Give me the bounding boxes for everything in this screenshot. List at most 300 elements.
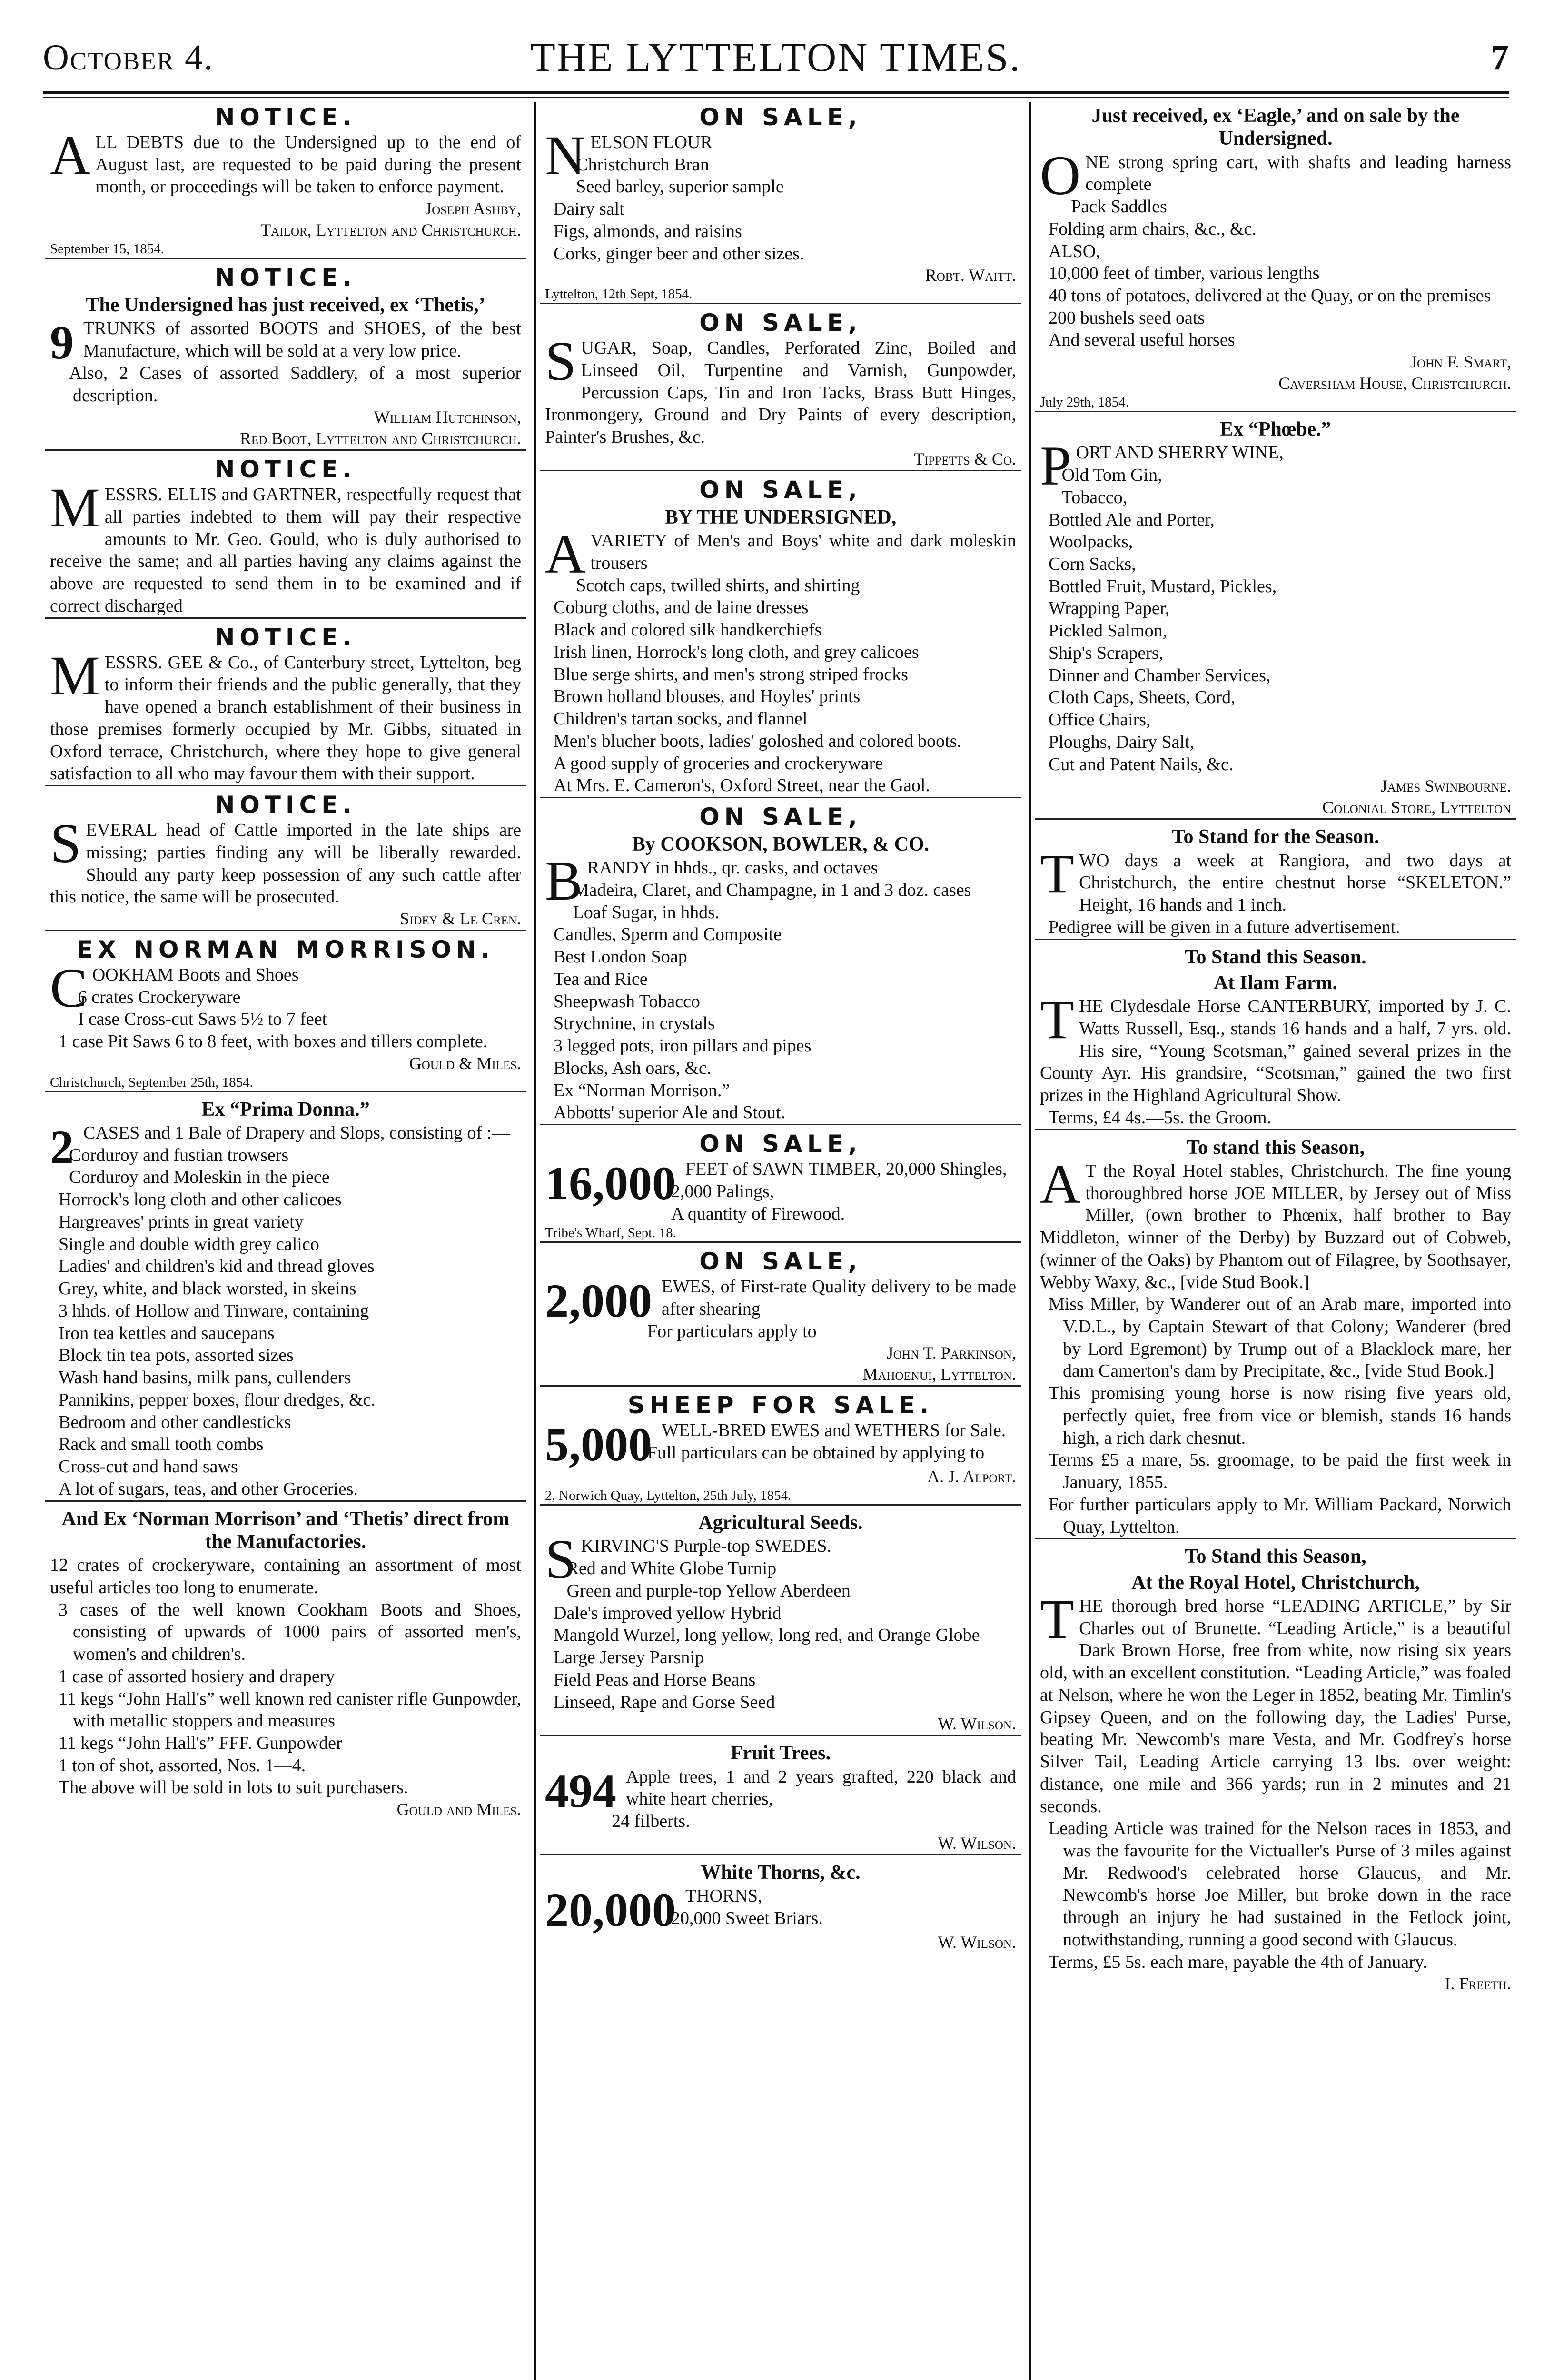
ad-text-line (545, 1274, 1016, 1328)
ad-text-line (50, 986, 521, 1009)
ad-text: Folding arm chairs, &c., &c. (1049, 218, 1257, 239)
ad-text: Terms, £5 5s. each mare, payable the 4th of January. (1049, 1952, 1427, 1972)
ad-text-line (545, 1602, 1016, 1625)
ad-text-line (545, 730, 1016, 753)
ad-text: Dairy salt (554, 199, 624, 219)
ad-heading: ON SALE, (699, 103, 862, 131)
ad-text: 1 case of assorted hosiery and drapery (59, 1666, 335, 1686)
ad-text: And several useful horses (1049, 330, 1235, 350)
ad-text: WO days a week at Rangiora, and two days at Christchurch, the entire chestnut horse “SKELETON.” Height, 16 hands and 1 inch. (1079, 850, 1511, 915)
ad-text-line (50, 1166, 521, 1189)
ad-text: UGAR, Soap, Candles, Perforated Zinc, Boiled and Linseed Oil, Turpentine and Varnish, Gunpowder, Percussion Caps, Tin and Iron Tacks, Brass Butt Hinges, Ironmongery, Ground and Dry Paints of every description, Painter's Brushes, &c. (545, 338, 1016, 447)
ad-heading: NOTICE. (215, 791, 356, 819)
ad-text-line (50, 476, 521, 617)
ad-text-line (545, 1646, 1016, 1669)
ad-subheading: At Ilam Farm. (1213, 972, 1338, 994)
ad-heading: To Stand for the Season. (1172, 826, 1379, 848)
ad-text: Pannikins, pepper boxes, flour dredges, &c. (59, 1389, 376, 1410)
ad-text-line (50, 1008, 521, 1031)
ad-text: Abbotts' superior Ale and Stout. (554, 1102, 786, 1123)
ad-text-line (1040, 307, 1511, 329)
ad-text-line (1040, 575, 1511, 598)
ad-text: 1 ton of shot, assorted, Nos. 1—4. (59, 1755, 306, 1775)
ad-text: ESSRS. GEE & Co., of Canterbury street, Lyttelton, beg to inform their friends and the public generally, that they have opened a branch establishment of their business in those premises formerly occupied by Mr. Gibbs, situated in Oxford terrace, Christchurch, where they hope to give general satisfaction to all who may favour them with their support. (50, 652, 521, 784)
advertisement (1035, 944, 1516, 1130)
advertisement (45, 1506, 526, 1821)
ad-text-line (1040, 1587, 1511, 1817)
ad-text-line (50, 1344, 521, 1367)
ad-heading: White Thorns, &c. (701, 1861, 861, 1884)
advertisement (540, 1129, 1021, 1243)
advertisement (540, 1509, 1021, 1736)
ad-text: Cross-cut and hand saws (59, 1457, 238, 1477)
ad-text-line (545, 879, 1016, 902)
ad-text: HE Clydesdale Horse CANTERBURY, imported by J. C. Watts Russell, Esq., stands 16 hands and a half, 7 yrs. old. His sire, “Young Scotsman,” gained several prizes in the County Ayr. His grandsire, “Scotsman,” gained the two first prizes in the Highland Agricultural Show. (1040, 996, 1511, 1106)
ad-text: Hargreaves' prints in great variety (59, 1211, 304, 1232)
ad-text: ORT AND SHERRY WINE, (1076, 443, 1284, 463)
ad-text-line (545, 619, 1016, 641)
drop-capital: B (545, 850, 583, 912)
ad-text: Sheepwash Tobacco (554, 991, 700, 1012)
ad-text-line (545, 330, 1016, 448)
ad-heading: ON SALE, (699, 476, 862, 504)
ad-text: Blue serge shirts, and men's strong striped frocks (554, 664, 908, 684)
ad-heading: Agricultural Seeds. (698, 1512, 863, 1534)
ad-text: Pack Saddles (1071, 197, 1167, 217)
ad-text: 40 tons of potatoes, delivered at the Quay, or on the premises (1049, 286, 1491, 306)
advertisement (540, 1390, 1021, 1506)
advertisement (45, 102, 526, 259)
advertiser-signature: Tippetts & Co. (914, 449, 1016, 468)
ad-text-line (545, 1764, 1016, 1817)
advertiser-signature: W. Wilson. (938, 1714, 1016, 1734)
ad-text-line (1040, 754, 1511, 776)
drop-capital: S (545, 1528, 576, 1591)
ad-text-line (545, 1012, 1016, 1035)
ad-text-line (50, 1456, 521, 1478)
advertiser-signature: Joseph Ashby, (425, 199, 521, 218)
ad-dateline: September 15, 1854. (50, 241, 165, 257)
ad-heading: To stand this Season, (1186, 1136, 1365, 1159)
ad-text-line (1040, 642, 1511, 664)
ad-text: 24 filberts. (612, 1811, 690, 1832)
ad-text-line (545, 1691, 1016, 1714)
advertiser-signature: Robt. Waitt. (925, 266, 1016, 285)
ad-text: Old Tom Gin, (1061, 465, 1162, 486)
ad-text-line (50, 1300, 521, 1322)
drop-capital: A (545, 523, 586, 585)
ad-text-line (1040, 464, 1511, 486)
ad-text: 1 case Pit Saws 6 to 8 feet, with boxes and tillers complete. (59, 1031, 488, 1052)
drop-capital: T (1040, 842, 1075, 905)
ad-heading: NOTICE. (215, 103, 356, 131)
ad-text: Candles, Sperm and Composite (554, 924, 782, 945)
ad-heading: SHEEP FOR SALE. (627, 1391, 934, 1419)
ad-text: Cloth Caps, Sheets, Cord, (1049, 687, 1236, 708)
ad-text-line (1040, 262, 1511, 285)
ad-text-line (1040, 1817, 1511, 1951)
ad-text: EVERAL head of Cattle imported in the late ships are missing; parties finding any will be liberally rewarded. Should any party keep possession of any such cattle after this notice, the same will be prosecuted. (50, 820, 521, 907)
ad-text-line (50, 1732, 521, 1755)
drop-capital: A (1040, 1152, 1081, 1215)
ad-text: Loaf Sugar, in hhds. (573, 902, 720, 922)
column-2 (540, 102, 1021, 1957)
ad-text: Blocks, Ash oars, &c. (554, 1058, 712, 1078)
ad-text-line (1040, 329, 1511, 351)
large-figure: 9 (50, 316, 74, 369)
large-figure: 5,000 (545, 1418, 652, 1471)
ad-text-line (50, 1367, 521, 1389)
ad-text: Dale's improved yellow Hybrid (554, 1603, 782, 1623)
ad-text-line (1040, 664, 1511, 687)
ad-text: I case Cross-cut Saws 5½ to 7 feet (78, 1009, 327, 1030)
ad-text: Madeira, Claret, and Champagne, in 1 and 3 doz. cases (573, 880, 971, 901)
ad-heading: Ex “Phœbe.” (1220, 418, 1331, 440)
column-divider (534, 102, 536, 2380)
ad-text: Corduroy and Moleskin in the piece (69, 1167, 330, 1188)
ad-text: FEET of SAWN TIMBER, 20,000 Shingles, (685, 1159, 1007, 1180)
ad-text-line (50, 1755, 521, 1777)
ad-text-line (1040, 1382, 1511, 1449)
issue-date: October 4. (43, 38, 214, 78)
ad-text-line (50, 1189, 521, 1211)
ad-text: VARIETY of Men's and Boys' white and dark moleskin trousers (590, 531, 1016, 573)
ad-text: This promising young horse is now rising five years old, perfectly quiet, free from vice or blemish, stands 16 hands high, a rich dark chesnut. (1049, 1383, 1511, 1448)
ad-text-line (1040, 196, 1511, 218)
ad-text: Leading Article was trained for the Nelson races in 1853, and was the favourite for the Victualler's Purse of 3 miles against Mr. Redwood's celebrated horse Glaucus, and Mr. Newcomb's horse Joe Miller, but broke down in the race through an injury he had sustained in the Fetlock joint, notwithstanding, running a good second with Glaucus. (1049, 1818, 1511, 1950)
large-figure: 20,000 (545, 1884, 676, 1937)
drop-capital: A (50, 124, 91, 187)
ad-text-line (1040, 531, 1511, 553)
ad-text-line (545, 968, 1016, 991)
ad-text-line (545, 220, 1016, 243)
ad-text-line (545, 991, 1016, 1013)
ad-text: ALSO, (1049, 241, 1100, 261)
ad-text-line (545, 1624, 1016, 1646)
ad-text: Corn Sacks, (1049, 554, 1136, 574)
ad-text-line (545, 1557, 1016, 1580)
ad-text-line (545, 664, 1016, 686)
advertiser-signature: Gould & Miles. (409, 1053, 521, 1073)
ad-text-line (50, 1233, 521, 1256)
ad-text: Single and double width grey calico (59, 1234, 319, 1254)
ad-text: A quantity of Firewood. (671, 1203, 845, 1224)
ad-text: Green and purple-top Yellow Aberdeen (566, 1580, 851, 1601)
ad-text-line (545, 753, 1016, 775)
ad-heading: NOTICE. (215, 456, 356, 484)
ad-heading: EX NORMAN MORRISON. (77, 935, 495, 963)
column-3 (1035, 102, 1516, 1998)
ad-text-line (545, 1057, 1016, 1080)
ad-dateline: 2, Norwich Quay, Lyttelton, 25th July, 1854. (545, 1488, 792, 1504)
ad-text-line (545, 596, 1016, 619)
ad-text: 12 crates of crockeryware, containing an assortment of most useful articles too long to enumerate. (50, 1555, 521, 1597)
ad-heading: To Stand this Season. (1185, 946, 1366, 968)
ad-text: LL DEBTS due to the Undersigned up to the end of August last, are requested to be paid during the present month, or proceedings will be taken to enforce payment. (95, 132, 521, 197)
ad-text: Men's blucher boots, ladies' goloshed and colored boots. (554, 731, 961, 751)
ad-text: Christchurch Bran (576, 154, 709, 175)
ad-heading: NOTICE. (215, 623, 356, 651)
ad-text: CASES and 1 Bale of Drapery and Slops, consisting of :— (83, 1123, 510, 1143)
advertiser-signature: Gould and Miles. (396, 1800, 521, 1819)
advertiser-signature: W. Wilson. (938, 1933, 1016, 1952)
ad-text-line (50, 1666, 521, 1688)
ad-heading: ON SALE, (699, 803, 862, 831)
ad-text-line (50, 1255, 521, 1278)
advertiser-signature: John F. Smart, (1410, 352, 1511, 372)
ad-text-line (545, 198, 1016, 220)
ad-text-line (50, 1776, 521, 1799)
ad-text-line (1040, 1449, 1511, 1493)
ad-text-line (1040, 1293, 1511, 1382)
advertisement (1035, 1134, 1516, 1540)
ad-text-line (545, 1580, 1016, 1602)
advertiser-signature: I. Freeth. (1445, 1974, 1511, 1993)
advertisement (540, 1859, 1021, 1953)
ad-text-line (1040, 620, 1511, 642)
advertiser-signature: Colonial Store, Lyttelton (1322, 798, 1511, 817)
ad-text: Bottled Fruit, Mustard, Pickles, (1049, 576, 1277, 596)
ad-heading: Fruit Trees. (731, 1742, 831, 1765)
advertisement (45, 935, 526, 1092)
ad-text: EWES, of First-rate Quality delivery to be made after shearing (662, 1277, 1016, 1319)
ad-text: 3 cases of the well known Cookham Boots and Shoes, consisting of upwards of 1000 pairs of assorted men's, women's and children's. (59, 1599, 521, 1665)
ad-text-line (545, 902, 1016, 924)
ad-text: WELL-BRED EWES and WETHERS for Sale. (662, 1420, 1006, 1441)
ad-text: OOKHAM Boots and Shoes (92, 964, 299, 985)
advertiser-signature: John T. Parkinson, (886, 1343, 1016, 1363)
ad-text: Scotch caps, twilled shirts, and shirting (576, 575, 860, 595)
ad-text-line (1040, 731, 1511, 754)
ad-text-line (545, 641, 1016, 664)
large-figure: 494 (545, 1764, 616, 1817)
masthead (43, 29, 1509, 86)
advertiser-signature: James Swinbourne. (1380, 776, 1511, 796)
ad-text: Linseed, Rape and Gorse Seed (554, 1692, 775, 1712)
large-figure: 2,000 (545, 1274, 652, 1328)
ad-heading: And Ex ‘Norman Morrison’ and ‘Thetis’ direct from the Manufactories. (61, 1507, 510, 1553)
ad-text: Figs, almonds, and raisins (554, 221, 742, 241)
drop-capital: N (545, 124, 586, 187)
ad-text: HE thorough bred horse “LEADING ARTICLE,” by Sir Charles out of Brunette. “Leading Article,” is a beautiful Dark Brown Horse, free from white, now rising six years old, with an excellent constitution. “Leading Article,” was foaled at Nelson, where he won the Leger in 1852, beating Mr. Timlin's Gipsey Queen, and on the following day, the Ladies' Purse, beating Mr. Newcomb's mare Vesta, and Mr. Godfrey's horse Silver Tail, Leading Article carrying 13 lbs. over weight: distance, one mile and 366 yards; run in 2 minutes and 21 seconds. (1040, 1596, 1511, 1816)
ad-text-line (1040, 1107, 1511, 1129)
ad-heading: ON SALE, (699, 309, 862, 337)
ad-text-line (50, 1211, 521, 1233)
ad-text: TRUNKS of assorted BOOTS and SHOES, of the best Manufacture, which will be sold at a very low price. (83, 318, 521, 361)
ad-text: Horrock's long cloth and other calicoes (59, 1190, 342, 1210)
ad-text: Terms, £4 4s.—5s. the Groom. (1049, 1107, 1272, 1128)
drop-capital: P (1040, 435, 1071, 497)
ad-text: Also, 2 Cases of assorted Saddlery, of a most superior description. (69, 363, 521, 406)
advertisement (540, 802, 1021, 1125)
page-number: 7 (1491, 38, 1509, 78)
ad-text-line (1040, 1152, 1511, 1293)
ad-heading: Just received, ex ‘Eagle,’ and on sale by the Undersigned. (1091, 105, 1460, 150)
ad-text: For particulars apply to (647, 1321, 817, 1341)
advertiser-signature: W. Wilson. (938, 1833, 1016, 1853)
ad-text: Dinner and Chamber Services, (1049, 665, 1271, 685)
ad-text: THORNS, (685, 1886, 762, 1906)
ad-text-line (50, 644, 521, 785)
ad-text-line (1040, 709, 1511, 731)
ad-text-line (50, 1554, 521, 1598)
ad-text: 200 bushels seed oats (1049, 307, 1205, 328)
ad-text: Brown holland blouses, and Hoyles' prints (554, 686, 861, 707)
advertisement (540, 475, 1021, 798)
ad-text-line (50, 1478, 521, 1500)
ad-text-line (1040, 218, 1511, 240)
ad-text-line (1040, 1951, 1511, 1973)
ad-text: A good supply of groceries and crockeryware (554, 753, 883, 774)
ad-text: Large Jersey Parsnip (554, 1647, 704, 1668)
ad-heading: Ex “Prima Donna.” (201, 1098, 370, 1121)
ad-text-line (545, 1080, 1016, 1102)
ad-dateline: Tribe's Wharf, Sept. 18. (545, 1225, 676, 1241)
column-divider (1029, 102, 1031, 2380)
advertisement (1035, 1543, 1516, 1994)
ad-text: 2,000 Palings, (671, 1181, 774, 1201)
ad-text-line (545, 685, 1016, 708)
ad-text: At Mrs. E. Cameron's, Oxford Street, near the Gaol. (554, 775, 930, 796)
advertisement (1035, 102, 1516, 412)
ad-text: A lot of sugars, teas, and other Groceries. (59, 1478, 358, 1499)
ad-text: Tobacco, (1061, 487, 1128, 507)
ad-text: Mangold Wurzel, long yellow, long red, and Orange Globe (554, 1625, 980, 1646)
ad-heading: ON SALE, (699, 1248, 862, 1276)
ad-text-line (50, 812, 521, 908)
ad-text: Full particulars can be obtained by applying to (647, 1443, 985, 1463)
ad-text-line (1040, 240, 1511, 263)
advertisement (540, 102, 1021, 304)
ad-subheading: At the Royal Hotel, Christchurch, (1131, 1571, 1420, 1594)
ad-text: RANDY in hhds., qr. casks, and octaves (587, 858, 878, 878)
ad-text-line (545, 154, 1016, 176)
ad-text-line (1040, 553, 1511, 575)
ad-text: NE strong spring cart, with shafts and leading harness complete (1085, 152, 1511, 195)
advertisement (540, 1740, 1021, 1855)
ad-text: Rack and small tooth combs (59, 1434, 264, 1455)
ad-text: Corduroy and fustian trowsers (69, 1145, 289, 1165)
ad-text: The above will be sold in lots to suit purchasers. (59, 1777, 408, 1798)
drop-capital: T (1040, 988, 1075, 1051)
ad-text-line (50, 1688, 521, 1732)
ad-text-line (545, 1810, 1016, 1833)
ad-text: Black and colored silk handkerchiefs (554, 620, 822, 640)
ad-text: T the Royal Hotel stables, Christchurch. The fine young thoroughbred horse JOE MILLER, by Jersey out of Miss Miller, (own brother to Phœnix, half brother to Bay Middleton, winner of the Derby) by Buzzard out of Cobweb, (winner of the Oaks) by Phantom out of Filagree, by Soothsayer, Webby Waxy, &c., [vide Stud Book.] (1040, 1160, 1511, 1292)
ad-text: Ex “Norman Morrison.” (554, 1080, 730, 1101)
ad-text-line (50, 1433, 521, 1456)
ad-text-line (50, 316, 521, 369)
ad-text: Wash hand basins, milk pans, cullenders (59, 1368, 351, 1388)
advertiser-signature: Mahoenui, Lyttelton. (862, 1365, 1016, 1384)
ad-text: 10,000 feet of timber, various lengths (1049, 263, 1320, 284)
ad-subheading: The Undersigned has just received, ex ‘Thetis,’ (86, 294, 485, 316)
ad-text-line (545, 176, 1016, 198)
ad-text: KIRVING'S Purple-top SWEDES. (581, 1536, 831, 1557)
ad-text: Terms £5 a mare, 5s. groomage, to be paid the first week in January, 1855. (1049, 1450, 1511, 1493)
ad-text: 3 hhds. of Hollow and Tinware, containing (59, 1300, 369, 1321)
ad-text: Tea and Rice (554, 969, 648, 989)
ad-text: Woolpacks, (1049, 532, 1133, 552)
ad-text-line (545, 923, 1016, 946)
ad-dateline: July 29th, 1854. (1040, 395, 1129, 410)
advertisement (540, 308, 1021, 471)
ad-text-line (545, 946, 1016, 968)
ad-text-line (545, 1669, 1016, 1691)
ad-text: Bottled Ale and Porter, (1049, 509, 1215, 530)
ad-text-line (1040, 285, 1511, 307)
ad-text: Strychnine, in crystals (554, 1013, 715, 1034)
ad-text: Ladies' and children's kid and thread gloves (59, 1256, 375, 1277)
ad-subheading: By COOKSON, BOWLER, & CO. (632, 833, 930, 855)
ad-text-line (1040, 597, 1511, 620)
drop-capital: T (1040, 1587, 1075, 1650)
ad-dateline: Lyttelton, 12th Sept, 1854. (545, 287, 693, 302)
ad-text: Ship's Scrapers, (1049, 643, 1164, 663)
masthead-rule (43, 91, 1509, 94)
ad-text: 11 kegs “John Hall's” well known red canister rifle Gunpowder, with metallic stoppers and measures (59, 1688, 521, 1731)
ad-text-line (50, 1599, 521, 1666)
ad-text: 11 kegs “John Hall's” FFF. Gunpowder (59, 1733, 342, 1753)
ad-text-line (50, 1411, 521, 1434)
ad-text-line (545, 243, 1016, 265)
ad-text: Best London Soap (554, 947, 687, 967)
ad-text: Field Peas and Horse Beans (554, 1669, 756, 1690)
ad-text: 20,000 Sweet Briars. (671, 1908, 823, 1928)
drop-capital: M (50, 476, 100, 539)
ad-text: Red and White Globe Turnip (566, 1558, 777, 1579)
ad-text: Miss Miller, by Wanderer out of an Arab mare, imported into V.D.L., by Captain Stewart of that Colony; Wanderer (bred by Lord Egremont) by Trump out of a Blacklock mare, her dam Camerton's dam by Precipitate, &c., [vide Stud Book.] (1049, 1294, 1511, 1381)
ad-subheading: BY THE UNDERSIGNED, (664, 506, 897, 528)
drop-capital: S (50, 812, 81, 875)
ad-text: For further particulars apply to Mr. William Packard, Norwich Quay, Lyttelton. (1049, 1494, 1511, 1537)
ad-text-line (545, 575, 1016, 597)
ad-text-line (1040, 686, 1511, 709)
ad-text: Bedroom and other candlesticks (59, 1412, 291, 1432)
ad-text-line (50, 362, 521, 407)
ad-dateline: Christchurch, September 25th, 1854. (50, 1074, 253, 1090)
ad-text: Seed barley, superior sample (576, 177, 784, 197)
ad-text-line (545, 774, 1016, 797)
ad-text: Iron tea kettles and saucepans (59, 1323, 275, 1343)
advertisement (540, 1247, 1021, 1387)
ad-text: ELSON FLOUR (590, 132, 713, 152)
ad-text-line (50, 1322, 521, 1345)
ad-text: Grey, white, and black worsted, in skeins (59, 1279, 356, 1299)
advertiser-signature: William Hutchinson, (374, 407, 521, 427)
large-figure: 16,000 (545, 1157, 676, 1210)
ad-text: Pickled Salmon, (1049, 621, 1168, 641)
ad-heading: To Stand this Season, (1185, 1546, 1366, 1568)
advertisement (45, 623, 526, 786)
ad-text: Apple trees, 1 and 2 years grafted, 220 black and white heart cherries, (626, 1766, 1016, 1809)
ad-text-line (1040, 486, 1511, 509)
ad-text: 6 crates Crockeryware (78, 987, 241, 1007)
ad-text-line (1040, 842, 1511, 916)
ad-text-line (545, 1035, 1016, 1057)
ad-text-line (50, 1031, 521, 1053)
ad-text-line (50, 1389, 521, 1411)
advertisement (45, 455, 526, 618)
advertisement (45, 263, 526, 451)
ad-text: Children's tartan socks, and flannel (554, 709, 808, 729)
masthead-rule-thin (43, 97, 1509, 98)
ad-text-line (50, 124, 521, 198)
ad-text: Pedigree will be given in a future advertisement. (1049, 917, 1400, 937)
large-figure: 2 (50, 1121, 74, 1174)
drop-capital: O (1040, 144, 1081, 207)
ad-text: Coburg cloths, and de laine dresses (554, 597, 809, 618)
